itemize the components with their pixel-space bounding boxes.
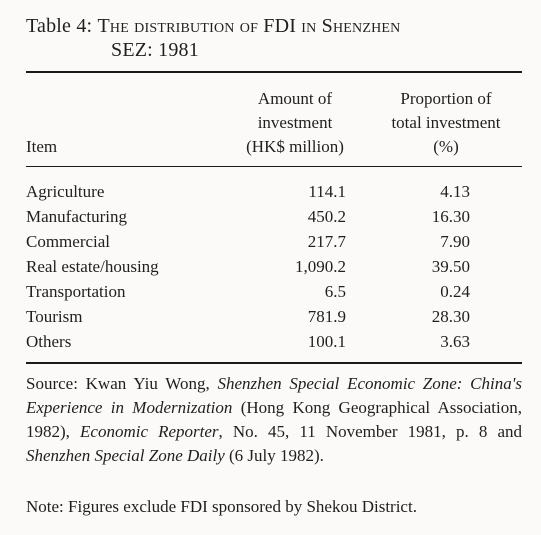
row-proportion: 28.30 bbox=[431, 307, 470, 326]
footnote: Note: Figures exclude FDI sponsored by Shekou District. bbox=[26, 497, 417, 516]
row-amount: 6.5 bbox=[324, 282, 346, 301]
row-amount: 781.9 bbox=[307, 307, 346, 326]
row-proportion: 4.13 bbox=[440, 182, 470, 201]
row-amount: 114.1 bbox=[308, 182, 346, 201]
table-row bbox=[26, 204, 522, 229]
column-header-amount-line2: investment bbox=[257, 113, 333, 132]
row-amount: 450.2 bbox=[307, 207, 346, 226]
row-proportion: 3.63 bbox=[440, 332, 470, 351]
row-item: Transportation bbox=[26, 282, 126, 301]
row-amount: 100.1 bbox=[307, 332, 346, 351]
table-row bbox=[26, 329, 522, 354]
row-item: Manufacturing bbox=[26, 207, 128, 226]
table-row bbox=[26, 254, 522, 279]
source-title-2: Economic Reporter bbox=[80, 422, 219, 441]
column-header-amount-line1: Amount of bbox=[257, 89, 333, 108]
table-row bbox=[26, 179, 522, 204]
row-amount: 217.7 bbox=[307, 232, 346, 251]
top-rule bbox=[26, 71, 522, 73]
column-header-proportion-line3: (%) bbox=[433, 137, 459, 156]
source-title-3: Shenzhen Special Zone Daily bbox=[26, 446, 225, 465]
row-item: Commercial bbox=[26, 232, 111, 251]
column-header-amount bbox=[230, 87, 360, 159]
column-header-proportion-line1: Proportion of bbox=[400, 89, 492, 108]
table-row bbox=[26, 229, 522, 254]
table-body bbox=[26, 179, 522, 354]
table-row bbox=[26, 279, 522, 304]
table-title-line1: The distribution of FDI in Shenzhen bbox=[97, 15, 401, 37]
source-text-4: (6 July 1982). bbox=[224, 446, 324, 465]
row-proportion: 39.50 bbox=[431, 257, 470, 276]
row-item: Real estate/housing bbox=[26, 257, 159, 276]
row-proportion: 7.90 bbox=[440, 232, 470, 251]
source-text-3: , No. 45, 11 November 1981, p. 8 and bbox=[218, 422, 522, 441]
row-proportion: 0.24 bbox=[440, 282, 470, 301]
column-header-proportion-line2: total investment bbox=[391, 113, 501, 132]
column-header-amount-line3: (HK$ million) bbox=[246, 137, 344, 156]
row-item: Agriculture bbox=[26, 182, 105, 201]
table-number: Table 4: bbox=[26, 15, 93, 37]
header-rule bbox=[26, 166, 522, 167]
table-row bbox=[26, 304, 522, 329]
source-text-1: Source: Kwan Yiu Wong, bbox=[26, 374, 218, 393]
column-header-proportion bbox=[370, 87, 522, 159]
row-item: Tourism bbox=[26, 307, 83, 326]
column-header-item: Item bbox=[26, 137, 58, 156]
source-text-2: (Hong Kong Geographical Association, 1982), bbox=[26, 398, 522, 441]
source-note bbox=[26, 372, 522, 468]
row-amount: 1,090.2 bbox=[295, 257, 346, 276]
bottom-rule bbox=[26, 362, 522, 364]
source-title-1: Shenzhen Special Economic Zone: China's Experience in Modernization bbox=[26, 374, 522, 417]
row-proportion: 16.30 bbox=[431, 207, 470, 226]
table-title-line2: SEZ: 1981 bbox=[111, 39, 199, 61]
row-item: Others bbox=[26, 332, 72, 351]
table-title bbox=[26, 14, 526, 62]
